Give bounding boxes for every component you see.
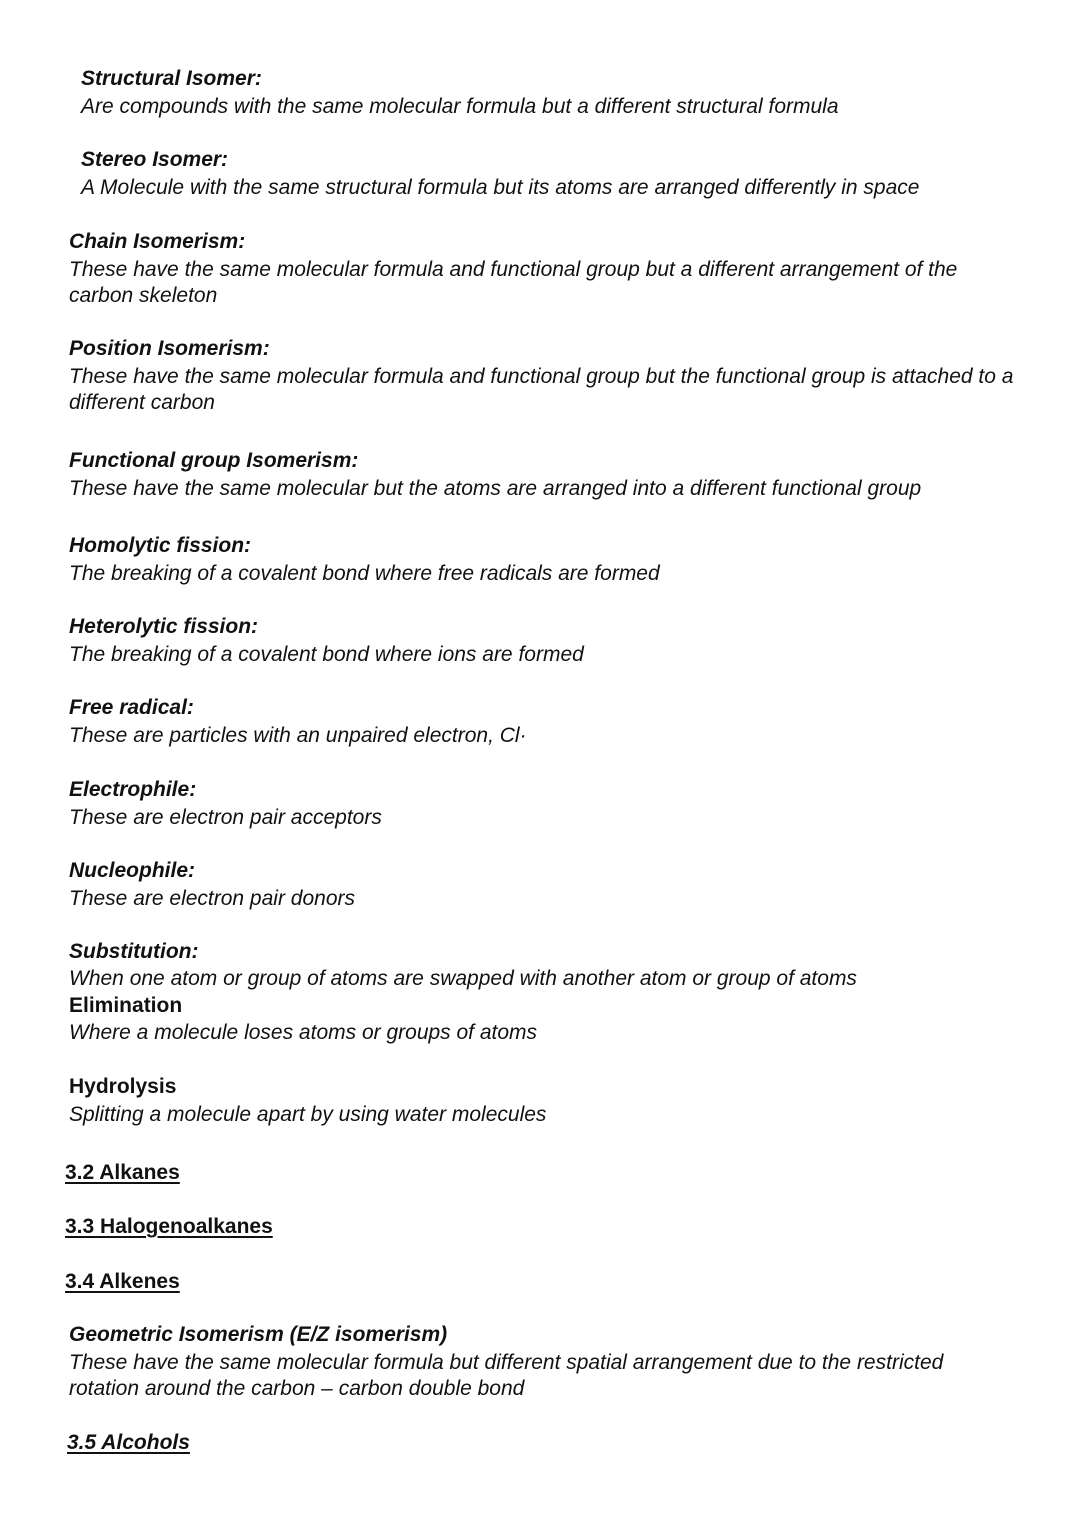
section-link-halogenoalkanes[interactable]: 3.3 Halogenoalkanes	[65, 1215, 273, 1238]
definition-chain-isomerism: These have the same molecular formula and functional group but a different arrangement of the carbon skeleton	[69, 258, 958, 307]
term-electrophile: Electrophile:	[69, 778, 197, 801]
term-nucleophile: Nucleophile:	[69, 859, 196, 882]
definition-structural-isomer: Are compounds with the same molecular formula but a different structural formula	[81, 95, 839, 118]
term-chain-isomerism: Chain Isomerism:	[69, 230, 246, 253]
definition-hydrolysis: Splitting a molecule apart by using water molecules	[69, 1103, 547, 1126]
definition-homolytic-fission: The breaking of a covalent bond where free radicals are formed	[69, 562, 660, 585]
definition-stereo-isomer: A Molecule with the same structural formula but its atoms are arranged differently in space	[81, 176, 920, 199]
definition-elimination: Where a molecule loses atoms or groups of atoms	[69, 1021, 538, 1044]
term-elimination: Elimination	[69, 994, 183, 1017]
definition-position-isomerism: These have the same molecular formula and functional group but the functional group is attached to a different carbon	[69, 365, 1014, 414]
definition-heterolytic-fission: The breaking of a covalent bond where ions are formed	[69, 643, 584, 666]
section-link-alkenes[interactable]: 3.4 Alkenes	[65, 1270, 180, 1293]
term-functional-group-isomerism: Functional group Isomerism:	[69, 449, 359, 472]
section-link-alkanes[interactable]: 3.2 Alkanes	[65, 1161, 180, 1184]
term-substitution: Substitution:	[69, 940, 199, 963]
definition-geometric-isomerism: These have the same molecular formula but different spatial arrangement due to the restricted rotation around the carbon – carbon double bond	[69, 1351, 944, 1400]
term-stereo-isomer: Stereo Isomer:	[81, 148, 229, 171]
term-structural-isomer: Structural Isomer:	[81, 67, 262, 90]
term-position-isomerism: Position Isomerism:	[69, 337, 270, 360]
definition-electrophile: These are electron pair acceptors	[69, 806, 382, 829]
term-free-radical: Free radical:	[69, 696, 194, 719]
section-link-alcohols[interactable]: 3.5 Alcohols	[67, 1431, 190, 1454]
definition-functional-group-isomerism: These have the same molecular but the atoms are arranged into a different functional group	[69, 477, 922, 500]
term-homolytic-fission: Homolytic fission:	[69, 534, 252, 557]
term-heterolytic-fission: Heterolytic fission:	[69, 615, 259, 638]
definition-nucleophile: These are electron pair donors	[69, 887, 355, 910]
definition-substitution: When one atom or group of atoms are swapped with another atom or group of atoms	[69, 967, 857, 990]
term-hydrolysis: Hydrolysis	[69, 1075, 177, 1098]
definition-free-radical: These are particles with an unpaired electron, Cl·	[69, 724, 527, 747]
term-geometric-isomerism: Geometric Isomerism (E/Z isomerism)	[69, 1323, 448, 1346]
